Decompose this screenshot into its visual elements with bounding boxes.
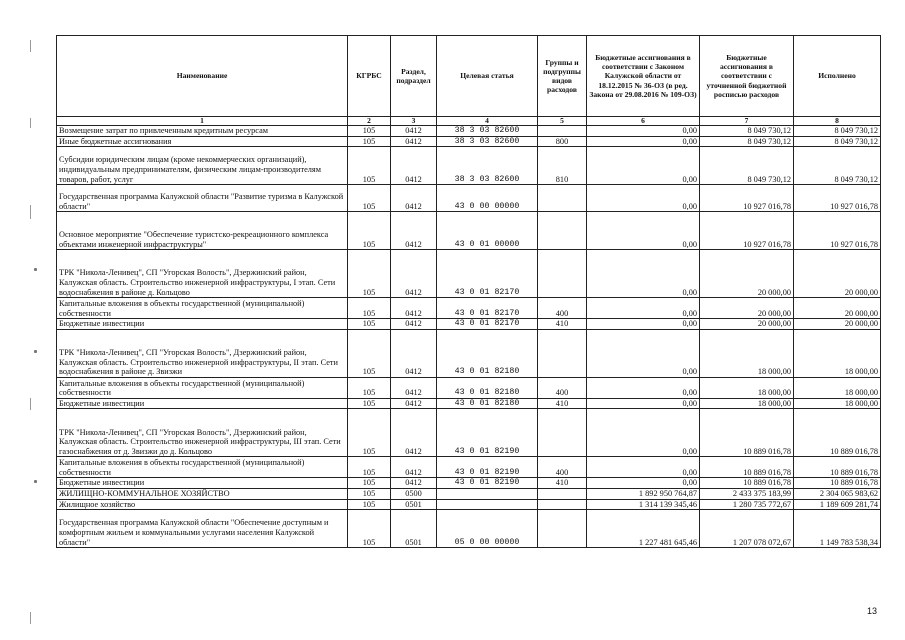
row-executed-amount: 2 304 065 983,62 bbox=[794, 488, 881, 499]
row-law-amount: 0,00 bbox=[587, 212, 700, 250]
row-law-amount: 0,00 bbox=[587, 377, 700, 398]
table-row bbox=[57, 136, 881, 147]
header-expense-groups: Группы и подгруппы видов расходов bbox=[538, 36, 587, 117]
row-kgrbs: 105 bbox=[348, 377, 391, 398]
row-expense-group bbox=[538, 488, 587, 499]
table-row bbox=[57, 488, 881, 499]
row-section: 0501 bbox=[391, 499, 437, 510]
row-section: 0412 bbox=[391, 298, 437, 319]
row-expense-group bbox=[538, 409, 587, 457]
row-target-article: 43 0 01 00000 bbox=[437, 212, 538, 250]
row-executed-amount: 20 000,00 bbox=[794, 298, 881, 319]
row-section: 0412 bbox=[391, 126, 437, 137]
column-number: 1 bbox=[57, 117, 348, 126]
table-row bbox=[57, 250, 881, 298]
row-law-amount: 1 314 139 345,46 bbox=[587, 499, 700, 510]
row-section: 0412 bbox=[391, 377, 437, 398]
row-name: Субсидии юридическим лицам (кроме некоммерческих организаций), индивидуальным предпринимателям, физическим лицам-производителям товаров, работ, услуг bbox=[57, 147, 348, 185]
row-target-article: 43 0 01 82180 bbox=[437, 329, 538, 377]
row-section: 0412 bbox=[391, 250, 437, 298]
page-number: 13 bbox=[866, 606, 877, 616]
row-name: Иные бюджетные ассигнования bbox=[57, 136, 348, 147]
row-kgrbs: 105 bbox=[348, 185, 391, 212]
row-expense-group bbox=[538, 212, 587, 250]
row-law-amount: 0,00 bbox=[587, 250, 700, 298]
row-section: 0412 bbox=[391, 136, 437, 147]
row-kgrbs: 105 bbox=[348, 319, 391, 330]
row-section: 0412 bbox=[391, 478, 437, 489]
row-section: 0500 bbox=[391, 488, 437, 499]
row-name: Бюджетные инвестиции bbox=[57, 398, 348, 409]
row-roster-amount: 1 207 078 072,67 bbox=[700, 510, 794, 548]
row-kgrbs: 105 bbox=[348, 329, 391, 377]
row-expense-group bbox=[538, 510, 587, 548]
row-target-article: 43 0 01 82190 bbox=[437, 478, 538, 489]
row-section: 0412 bbox=[391, 409, 437, 457]
row-target-article: 43 0 01 82180 bbox=[437, 377, 538, 398]
row-name: ТРК "Никола-Ленивец", СП "Угорская Волость", Дзержинский район, Калужская область. Строительство инженерной инфраструктуры, III этап. Сети газоснабжения от д. Звизжи до д. Кольцово bbox=[57, 409, 348, 457]
row-executed-amount: 8 049 730,12 bbox=[794, 126, 881, 137]
row-section: 0412 bbox=[391, 319, 437, 330]
row-executed-amount: 18 000,00 bbox=[794, 329, 881, 377]
header-executed: Исполнено bbox=[794, 36, 881, 117]
table-row bbox=[57, 319, 881, 330]
row-target-article: 43 0 01 82180 bbox=[437, 398, 538, 409]
row-target-article: 38 3 03 82600 bbox=[437, 136, 538, 147]
row-target-article: 43 0 01 82190 bbox=[437, 457, 538, 478]
row-executed-amount: 10 889 016,78 bbox=[794, 409, 881, 457]
row-expense-group: 810 bbox=[538, 147, 587, 185]
header-name: Наименование bbox=[57, 36, 348, 117]
row-section: 0412 bbox=[391, 398, 437, 409]
table-row bbox=[57, 510, 881, 548]
row-section: 0501 bbox=[391, 510, 437, 548]
table-row bbox=[57, 298, 881, 319]
header-law-allocations: Бюджетные ассигнования в соответствии с Законом Калужской области от 18.12.2015 № 36-ОЗ (в ред. Закона от 29.08.2016 № 109-ОЗ) bbox=[587, 36, 700, 117]
table-row bbox=[57, 147, 881, 185]
budget-table bbox=[56, 35, 881, 548]
left-margin-dot bbox=[34, 350, 37, 353]
table-row bbox=[57, 409, 881, 457]
column-number: 8 bbox=[794, 117, 881, 126]
row-name: Капитальные вложения в объекты государственной (муниципальной) собственности bbox=[57, 298, 348, 319]
row-section: 0412 bbox=[391, 212, 437, 250]
column-number-row bbox=[57, 117, 881, 126]
row-roster-amount: 20 000,00 bbox=[700, 250, 794, 298]
row-kgrbs: 105 bbox=[348, 457, 391, 478]
row-target-article: 43 0 01 82170 bbox=[437, 319, 538, 330]
row-roster-amount: 10 889 016,78 bbox=[700, 478, 794, 489]
row-roster-amount: 18 000,00 bbox=[700, 398, 794, 409]
row-kgrbs: 105 bbox=[348, 126, 391, 137]
row-law-amount: 0,00 bbox=[587, 398, 700, 409]
row-name: Капитальные вложения в объекты государственной (муниципальной) собственности bbox=[57, 377, 348, 398]
row-name: ТРК "Никола-Ленивец", СП "Угорская Волость", Дзержинский район, Калужская область. Строительство инженерной инфраструктуры, I этап. Сети водоснабжения в районе д. Кольцово bbox=[57, 250, 348, 298]
row-section: 0412 bbox=[391, 185, 437, 212]
row-name: Государственная программа Калужской области "Обеспечение доступным и комфортным жильем и коммунальными услугами населения Калужской области" bbox=[57, 510, 348, 548]
header-roster-allocations: Бюджетные ассигнования в соответствии с уточненной бюджетной росписью расходов bbox=[700, 36, 794, 117]
left-margin-dot bbox=[34, 268, 37, 271]
row-executed-amount: 10 927 016,78 bbox=[794, 185, 881, 212]
table-row bbox=[57, 398, 881, 409]
row-expense-group: 400 bbox=[538, 457, 587, 478]
row-expense-group: 400 bbox=[538, 298, 587, 319]
row-law-amount: 0,00 bbox=[587, 329, 700, 377]
row-section: 0412 bbox=[391, 147, 437, 185]
row-executed-amount: 8 049 730,12 bbox=[794, 136, 881, 147]
row-target-article: 05 0 00 00000 bbox=[437, 510, 538, 548]
table-row bbox=[57, 329, 881, 377]
column-number: 3 bbox=[391, 117, 437, 126]
row-expense-group bbox=[538, 499, 587, 510]
row-roster-amount: 18 000,00 bbox=[700, 377, 794, 398]
row-roster-amount: 20 000,00 bbox=[700, 298, 794, 319]
row-roster-amount: 10 927 016,78 bbox=[700, 185, 794, 212]
row-kgrbs: 105 bbox=[348, 409, 391, 457]
row-kgrbs: 105 bbox=[348, 478, 391, 489]
row-law-amount: 0,00 bbox=[587, 147, 700, 185]
row-roster-amount: 20 000,00 bbox=[700, 319, 794, 330]
row-law-amount: 0,00 bbox=[587, 409, 700, 457]
header-row bbox=[57, 36, 881, 117]
row-expense-group: 410 bbox=[538, 398, 587, 409]
left-margin-mark bbox=[30, 205, 31, 219]
row-law-amount: 1 227 481 645,46 bbox=[587, 510, 700, 548]
column-number: 4 bbox=[437, 117, 538, 126]
row-law-amount: 0,00 bbox=[587, 457, 700, 478]
row-law-amount: 0,00 bbox=[587, 298, 700, 319]
header-target-article: Целевая статья bbox=[437, 36, 538, 117]
table-row bbox=[57, 212, 881, 250]
row-expense-group: 400 bbox=[538, 377, 587, 398]
row-target-article: 38 3 03 82600 bbox=[437, 126, 538, 137]
row-name: ЖИЛИЩНО-КОММУНАЛЬНОЕ ХОЗЯЙСТВО bbox=[57, 488, 348, 499]
row-expense-group: 410 bbox=[538, 478, 587, 489]
table-row bbox=[57, 126, 881, 137]
row-expense-group: 800 bbox=[538, 136, 587, 147]
row-executed-amount: 10 927 016,78 bbox=[794, 212, 881, 250]
row-expense-group bbox=[538, 250, 587, 298]
row-kgrbs: 105 bbox=[348, 499, 391, 510]
row-executed-amount: 18 000,00 bbox=[794, 377, 881, 398]
row-kgrbs: 105 bbox=[348, 510, 391, 548]
row-roster-amount: 2 433 375 183,99 bbox=[700, 488, 794, 499]
row-law-amount: 0,00 bbox=[587, 126, 700, 137]
row-kgrbs: 105 bbox=[348, 488, 391, 499]
row-roster-amount: 18 000,00 bbox=[700, 329, 794, 377]
row-target-article: 38 3 03 82600 bbox=[437, 147, 538, 185]
row-section: 0412 bbox=[391, 329, 437, 377]
header-section: Раздел, подраздел bbox=[391, 36, 437, 117]
row-expense-group bbox=[538, 185, 587, 212]
row-kgrbs: 105 bbox=[348, 212, 391, 250]
row-kgrbs: 105 bbox=[348, 136, 391, 147]
row-law-amount: 0,00 bbox=[587, 136, 700, 147]
table-row bbox=[57, 499, 881, 510]
row-executed-amount: 10 889 016,78 bbox=[794, 478, 881, 489]
row-roster-amount: 10 927 016,78 bbox=[700, 212, 794, 250]
row-executed-amount: 1 189 609 281,74 bbox=[794, 499, 881, 510]
row-target-article: 43 0 00 00000 bbox=[437, 185, 538, 212]
row-executed-amount: 20 000,00 bbox=[794, 250, 881, 298]
column-number: 6 bbox=[587, 117, 700, 126]
row-roster-amount: 8 049 730,12 bbox=[700, 136, 794, 147]
row-executed-amount: 10 889 016,78 bbox=[794, 457, 881, 478]
row-law-amount: 1 892 950 764,87 bbox=[587, 488, 700, 499]
row-roster-amount: 10 889 016,78 bbox=[700, 409, 794, 457]
left-margin-mark bbox=[30, 118, 31, 128]
row-name: Капитальные вложения в объекты государственной (муниципальной) собственности bbox=[57, 457, 348, 478]
row-expense-group bbox=[538, 126, 587, 137]
left-margin-dot bbox=[34, 480, 37, 483]
row-kgrbs: 105 bbox=[348, 250, 391, 298]
row-expense-group: 410 bbox=[538, 319, 587, 330]
table-row bbox=[57, 377, 881, 398]
row-kgrbs: 105 bbox=[348, 398, 391, 409]
row-roster-amount: 8 049 730,12 bbox=[700, 147, 794, 185]
row-law-amount: 0,00 bbox=[587, 478, 700, 489]
row-name: Жилищное хозяйство bbox=[57, 499, 348, 510]
column-number: 7 bbox=[700, 117, 794, 126]
row-target-article bbox=[437, 499, 538, 510]
row-roster-amount: 8 049 730,12 bbox=[700, 126, 794, 137]
left-margin-mark bbox=[30, 40, 31, 52]
row-name: Возмещение затрат по привлеченным кредитным ресурсам bbox=[57, 126, 348, 137]
row-target-article: 43 0 01 82170 bbox=[437, 298, 538, 319]
table-row bbox=[57, 478, 881, 489]
row-executed-amount: 1 149 783 538,34 bbox=[794, 510, 881, 548]
row-target-article: 43 0 01 82190 bbox=[437, 409, 538, 457]
row-kgrbs: 105 bbox=[348, 147, 391, 185]
row-roster-amount: 10 889 016,78 bbox=[700, 457, 794, 478]
row-target-article: 43 0 01 82170 bbox=[437, 250, 538, 298]
row-law-amount: 0,00 bbox=[587, 185, 700, 212]
row-name: Основное мероприятие "Обеспечение туристско-рекреационного комплекса объектами инженерной инфраструктуры" bbox=[57, 212, 348, 250]
row-executed-amount: 8 049 730,12 bbox=[794, 147, 881, 185]
table-row bbox=[57, 457, 881, 478]
row-name: Бюджетные инвестиции bbox=[57, 478, 348, 489]
header-kgrbs: КГРБС bbox=[348, 36, 391, 117]
row-executed-amount: 20 000,00 bbox=[794, 319, 881, 330]
table-row bbox=[57, 185, 881, 212]
row-name: ТРК "Никола-Ленивец", СП "Угорская Волость", Дзержинский район, Калужская область. Строительство инженерной инфраструктуры, II этап. Сети водоснабжения в районе д. Звизжи bbox=[57, 329, 348, 377]
row-name: Бюджетные инвестиции bbox=[57, 319, 348, 330]
row-name: Государственная программа Калужской области "Развитие туризма в Калужской области" bbox=[57, 185, 348, 212]
left-margin-mark bbox=[30, 398, 31, 410]
row-section: 0412 bbox=[391, 457, 437, 478]
row-expense-group bbox=[538, 329, 587, 377]
left-margin-mark bbox=[30, 612, 31, 624]
column-number: 2 bbox=[348, 117, 391, 126]
row-executed-amount: 18 000,00 bbox=[794, 398, 881, 409]
column-number: 5 bbox=[538, 117, 587, 126]
row-target-article bbox=[437, 488, 538, 499]
row-law-amount: 0,00 bbox=[587, 319, 700, 330]
row-roster-amount: 1 280 735 772,67 bbox=[700, 499, 794, 510]
row-kgrbs: 105 bbox=[348, 298, 391, 319]
